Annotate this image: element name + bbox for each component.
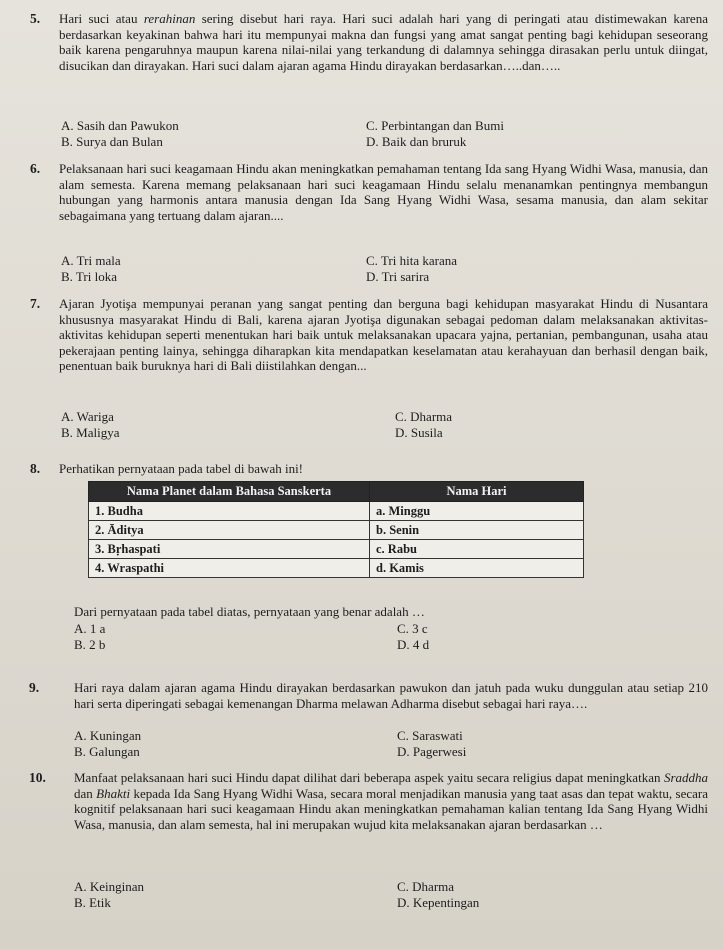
table-header-row <box>89 482 584 502</box>
table-row <box>89 540 584 559</box>
option-b[interactable]: B. Tri loka <box>61 269 117 284</box>
table-cell: a. Minggu <box>370 502 584 521</box>
option-c[interactable]: C. Perbintangan dan Bumi <box>366 118 504 133</box>
table-row <box>89 521 584 540</box>
option-d[interactable]: D. Pagerwesi <box>397 744 467 759</box>
question-number: 6. <box>30 161 41 176</box>
option-b[interactable]: B. Etik <box>74 895 111 910</box>
option-c[interactable]: C. Tri hita karana <box>366 253 457 268</box>
option-d[interactable]: D. 4 d <box>397 637 430 652</box>
table-cell: 3. Bṛhaspati <box>89 540 370 559</box>
table-cell: 1. Budha <box>89 502 370 521</box>
table-cell: 4. Wraspathi <box>89 559 370 578</box>
question-stem: Manfaat pelaksanaan hari suci Hindu dapat dilihat dari beberapa aspek yaitu secara religius dapat meningkatkan Sraddha dan Bhakti kepada Ida Sang Hyang Widhi Wasa, secara moral menjadikan manusia yang taat asas dan tepat waktu, secara kognitif pelaksanaan hari suci keagamaan Hindu akan meningkatkan pemahaman kalian tentang Ida Sang Hyang Widhi Wasa, manusia, dan alam semesta, hal ini merupakan wujud kita melaksanakan ajaran berdasarkan … <box>74 770 708 832</box>
option-b[interactable]: B. Maligya <box>61 425 120 440</box>
table-cell: b. Senin <box>370 521 584 540</box>
table-cell: c. Rabu <box>370 540 584 559</box>
planet-day-table <box>88 481 584 578</box>
option-a[interactable]: A. Wariga <box>61 409 114 424</box>
question-number: 8. <box>30 461 41 476</box>
option-c[interactable]: C. Dharma <box>397 879 455 894</box>
question-stem: Pelaksanaan hari suci keagamaan Hindu akan meningkatkan pemahaman tentang Ida sang Hyang Widhi Wasa, manusia, dan alam semesta. Karena memang pelaksanaan hari suci keagamaan Hindu selalu menanamkan pentingnya membangun hubungan yang harmonis antara manusia dengan Ida Sang Hyang Widhi Wasa, sesama manusia, dan alam sekitar sebagaimana yang tertuang dalam ajaran.... <box>59 161 708 223</box>
option-c[interactable]: C. Dharma <box>395 409 453 424</box>
table-cell: 2. Āditya <box>89 521 370 540</box>
option-b[interactable]: B. Galungan <box>74 744 140 759</box>
option-a[interactable]: A. Keinginan <box>74 879 145 894</box>
option-d[interactable]: D. Baik dan bruruk <box>366 134 467 149</box>
question-stem: Perhatikan pernyataan pada tabel di bawah ini! <box>59 461 304 476</box>
question-stem: Ajaran Jyotişa mempunyai peranan yang sangat penting dan berguna bagi kehidupan masyarakat Hindu di Nusantara khususnya masyarakat Hindu di Bali, karena ajaran Jyotişa digunakan sebagai pedoman dalam melaksanakan aktivitas-aktivitas kehidupan seperti menentukan hari baik untuk melaksanakan upacara yajna, pertanian, pembangunan, usaha atau pekerajaan penting lainya, sehingga diharapkan kita mendapatkan keselamatan atau kerahayuan dan berhasil dengan baik, penentuan baik buruknya hari di Bali diistilahkan dengan... <box>59 296 708 374</box>
question-stem: Hari suci atau rerahinan sering disebut hari raya. Hari suci adalah hari yang di peringati atau distimewakan karena berdasarkan keyakinan bahwa hari itu mempunyai makna dan fungsi yang amat sangat penting bagi kehidupan seseorang baik karena pengaruhnya maupun karena nilai-nilai yang terkandung di dalamnya sehingga dirasakan perlu untuk diingat, disucikan dan dirayakan. Hari suci dalam ajaran agama Hindu dirayakan berdasarkan…..dan….. <box>59 11 708 73</box>
option-c[interactable]: C. Saraswati <box>397 728 463 743</box>
option-a[interactable]: A. 1 a <box>74 621 106 636</box>
option-d[interactable]: D. Tri sarira <box>366 269 430 284</box>
option-a[interactable]: A. Sasih dan Pawukon <box>61 118 179 133</box>
question-number: 9. <box>29 680 40 695</box>
table-row <box>89 559 584 578</box>
table-cell: d. Kamis <box>370 559 584 578</box>
question-number: 5. <box>30 11 41 26</box>
option-a[interactable]: A. Kuningan <box>74 728 142 743</box>
option-d[interactable]: D. Susila <box>395 425 443 440</box>
option-b[interactable]: B. Surya dan Bulan <box>61 134 163 149</box>
question-stem: Hari raya dalam ajaran agama Hindu dirayakan berdasarkan pawukon dan jatuh pada wuku dunggulan atau setiap 210 hari serta diperingati sebagai kemenangan Dharma melawan Adharma disebut sebagai hari raya…. <box>74 680 708 711</box>
question-number: 10. <box>29 770 46 785</box>
question-number: 7. <box>30 296 41 311</box>
column-header-day: Nama Hari <box>370 482 584 502</box>
option-b[interactable]: B. 2 b <box>74 637 106 652</box>
option-c[interactable]: C. 3 c <box>397 621 428 636</box>
table-row <box>89 502 584 521</box>
column-header-planet: Nama Planet dalam Bahasa Sanskerta <box>89 482 370 502</box>
question-stem-continuation: Dari pernyataan pada tabel diatas, pernyataan yang benar adalah … <box>74 604 425 619</box>
option-d[interactable]: D. Kepentingan <box>397 895 480 910</box>
option-a[interactable]: A. Tri mala <box>61 253 121 268</box>
